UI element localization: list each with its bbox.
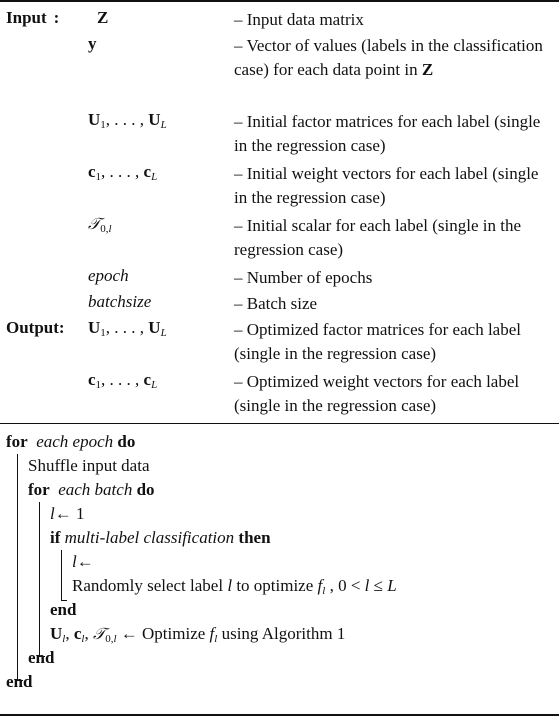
desc-U-init: – Initial factor matrices for each label (single in the regression case) [234,112,541,155]
batchsize-row [0,292,559,316]
U-row [0,110,559,155]
input-row [0,8,559,32]
end-for-batch-line: end [28,648,55,667]
shuffle-line: Shuffle input data [28,456,150,475]
middle-rule [0,423,559,424]
y-row [0,34,559,79]
symbol-T: 𝒯$_{0,l}$ [88,214,112,235]
desc-c-opt: – Optimized weight vectors for each label (single in the regression case) [234,372,520,415]
symbol-epoch: epoch [88,266,129,285]
optimize-line: $U_l$, $c_l$, 𝒯$_{0,l}$ ← Optimize $f_l$ using Algorithm 1 [50,624,346,645]
random-select-line: Randomly select label l to optimize $f_l$ , 0 < l ≤ L [72,576,397,597]
input-label: Input : [6,8,60,27]
batch-scope-bar [39,502,40,657]
desc-input-data: – Input data matrix [234,10,364,29]
output-label: Output: [6,318,65,337]
bottom-rule [0,714,559,716]
desc-c-init: – Initial weight vectors for each label (single in the regression case) [234,164,539,207]
symbol-c-init: $c_1$, . . . , $c_L$ [88,162,158,183]
symbol-batchsize: batchsize [88,292,152,311]
desc-batchsize: – Batch size [234,294,318,313]
symbol-U-opt: $U_1$, . . . , $U_L$ [88,318,167,339]
output-row [0,318,559,363]
desc-T: – Initial scalar for each label (single in the regression case) [234,216,521,259]
desc-U-opt: – Optimized factor matrices for each label (single in the regression case) [234,320,521,363]
end-if-line: end [50,600,77,619]
symbol-Z: Z [97,8,109,27]
symbol-y: y [88,34,97,53]
desc-y: – Vector of values (labels in the classification case) for each data point in Z [234,36,543,79]
if-line: if multi-label classification then [50,528,271,547]
c-row [0,162,559,207]
symbol-c-opt: $c_1$, . . . , $c_L$ [88,370,158,391]
top-rule [0,0,559,2]
if-scope-bar [61,550,62,601]
l-arrow-line: l← [72,552,94,571]
for-epoch-line: for each epoch do [6,432,136,451]
for-batch-line: for each batch do [28,480,155,499]
epoch-row [0,266,559,290]
desc-epoch: – Number of epochs [234,268,373,287]
assign-l-line: l← 1 [50,504,85,523]
c-opt-row [0,370,559,415]
end-for-epoch-line: end [6,672,33,691]
epoch-scope-bar [17,454,18,681]
symbol-U-init: $U_1$, . . . , $U_L$ [88,110,167,131]
T-row [0,214,559,259]
